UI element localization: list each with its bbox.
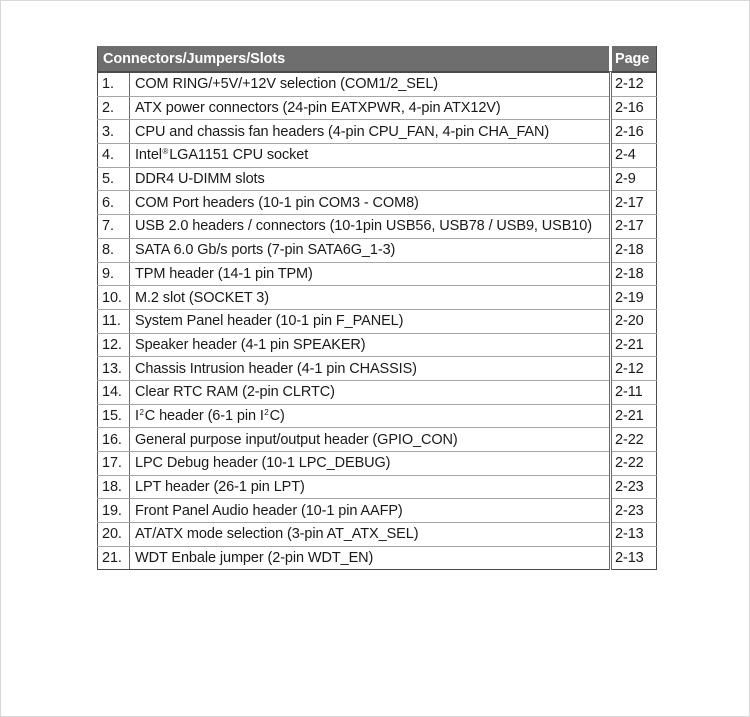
row-page: 2-23 [611, 475, 657, 499]
row-description: LPC Debug header (10-1 LPC_DEBUG) [130, 452, 611, 476]
row-number: 5. [98, 167, 130, 191]
desc-part: LGA1151 CPU socket [169, 147, 309, 164]
table-row [98, 452, 657, 476]
superscript-two: 2 [264, 407, 269, 417]
row-page: 2-4 [611, 144, 657, 168]
row-number: 19. [98, 499, 130, 523]
row-page: 2-22 [611, 452, 657, 476]
row-description: USB 2.0 headers / connectors (10-1pin USB56, USB78 / USB9, USB10) [130, 215, 611, 239]
row-page: 2-16 [611, 96, 657, 120]
desc-part: I [135, 407, 139, 424]
row-description: ATX power connectors (24-pin EATXPWR, 4-pin ATX12V) [130, 96, 611, 120]
row-number: 20. [98, 523, 130, 547]
desc-part: C header (6-1 pin I [144, 407, 264, 424]
table-row [98, 286, 657, 310]
superscript-two: 2 [139, 407, 144, 417]
row-description [130, 404, 611, 428]
row-page: 2-18 [611, 262, 657, 286]
row-number: 16. [98, 428, 130, 452]
row-description: System Panel header (10-1 pin F_PANEL) [130, 309, 611, 333]
row-number: 15. [98, 404, 130, 428]
table-header-row [98, 47, 657, 73]
row-page: 2-9 [611, 167, 657, 191]
row-description: Front Panel Audio header (10-1 pin AAFP) [130, 499, 611, 523]
header-connectors: Connectors/Jumpers/Slots [98, 47, 611, 73]
row-description: Chassis Intrusion header (4-1 pin CHASSIS) [130, 357, 611, 381]
row-number: 12. [98, 333, 130, 357]
row-page: 2-17 [611, 191, 657, 215]
row-page: 2-21 [611, 404, 657, 428]
row-number: 7. [98, 215, 130, 239]
row-number: 21. [98, 546, 130, 570]
row-number: 1. [98, 72, 130, 96]
row-page: 2-13 [611, 523, 657, 547]
table-row [98, 428, 657, 452]
row-description: General purpose input/output header (GPIO_CON) [130, 428, 611, 452]
registered-mark: ® [162, 147, 169, 157]
row-description: TPM header (14-1 pin TPM) [130, 262, 611, 286]
row-description: LPT header (26-1 pin LPT) [130, 475, 611, 499]
row-description: AT/ATX mode selection (3-pin AT_ATX_SEL) [130, 523, 611, 547]
row-number: 17. [98, 452, 130, 476]
row-number: 2. [98, 96, 130, 120]
row-description: COM Port headers (10-1 pin COM3 - COM8) [130, 191, 611, 215]
row-description: Speaker header (4-1 pin SPEAKER) [130, 333, 611, 357]
table-row [98, 357, 657, 381]
row-number: 9. [98, 262, 130, 286]
table-row [98, 167, 657, 191]
row-page: 2-22 [611, 428, 657, 452]
row-number: 4. [98, 144, 130, 168]
table-row [98, 309, 657, 333]
row-page: 2-12 [611, 72, 657, 96]
table-row [98, 72, 657, 96]
header-page: Page [611, 47, 657, 73]
table-row [98, 546, 657, 570]
row-page: 2-12 [611, 357, 657, 381]
desc-part: C) [269, 407, 285, 424]
row-description [130, 144, 611, 168]
row-description: SATA 6.0 Gb/s ports (7-pin SATA6G_1-3) [130, 238, 611, 262]
table-row [98, 475, 657, 499]
row-description: WDT Enbale jumper (2-pin WDT_EN) [130, 546, 611, 570]
row-description: DDR4 U-DIMM slots [130, 167, 611, 191]
row-number: 10. [98, 286, 130, 310]
row-number: 14. [98, 380, 130, 404]
table-row [98, 499, 657, 523]
row-page: 2-21 [611, 333, 657, 357]
row-page: 2-18 [611, 238, 657, 262]
desc-part: Intel [135, 147, 162, 164]
row-number: 11. [98, 309, 130, 333]
table-row [98, 120, 657, 144]
row-page: 2-23 [611, 499, 657, 523]
row-page: 2-16 [611, 120, 657, 144]
table-row [98, 523, 657, 547]
connectors-table [97, 46, 657, 570]
row-page: 2-17 [611, 215, 657, 239]
table-row [98, 404, 657, 428]
table-row [98, 262, 657, 286]
row-description: CPU and chassis fan headers (4-pin CPU_FAN, 4-pin CHA_FAN) [130, 120, 611, 144]
table-row [98, 333, 657, 357]
table-row [98, 96, 657, 120]
table-row [98, 191, 657, 215]
row-number: 3. [98, 120, 130, 144]
row-description: M.2 slot (SOCKET 3) [130, 286, 611, 310]
row-number: 18. [98, 475, 130, 499]
row-page: 2-13 [611, 546, 657, 570]
table-row [98, 380, 657, 404]
table-row [98, 144, 657, 168]
row-number: 13. [98, 357, 130, 381]
row-page: 2-19 [611, 286, 657, 310]
table-row [98, 215, 657, 239]
table-row [98, 238, 657, 262]
row-page: 2-11 [611, 380, 657, 404]
row-page: 2-20 [611, 309, 657, 333]
row-description: Clear RTC RAM (2-pin CLRTC) [130, 380, 611, 404]
row-number: 8. [98, 238, 130, 262]
row-description: COM RING/+5V/+12V selection (COM1/2_SEL) [130, 72, 611, 96]
row-number: 6. [98, 191, 130, 215]
